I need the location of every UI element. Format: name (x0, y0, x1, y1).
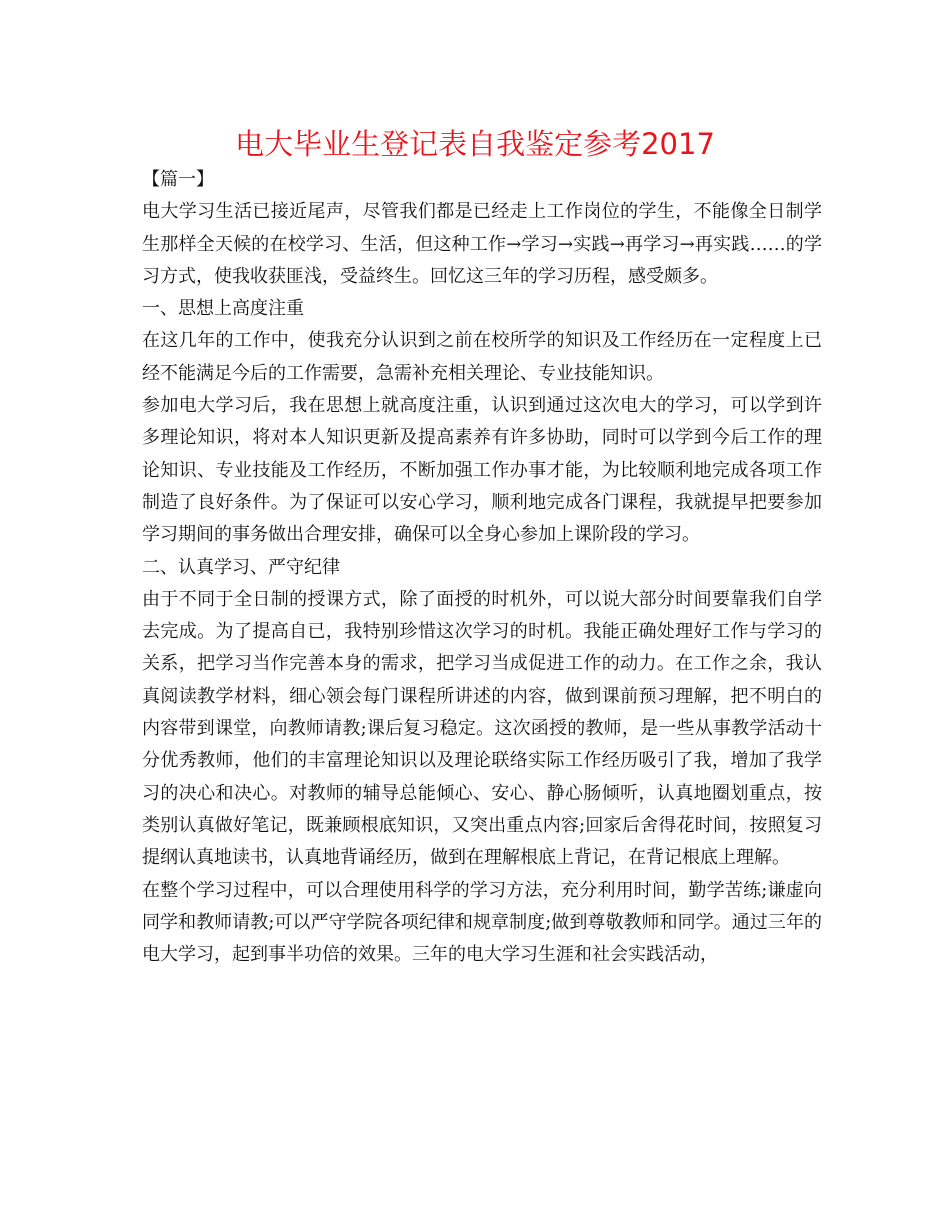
paragraph-study-1: 由于不同于全日制的授课方式，除了面授的时机外，可以说大部分时间要靠我们自学去完成。为了提高自已，我特别珍惜这次学习的时机。我能正确处理好工作与学习的关系，把学习当作完善本身的需求，把学习当成促进工作的动力。在工作之余，我认真阅读教学材料，细心领会每门课程所讲述的内容，做到课前预习理解，把不明白的内容带到课堂，向教师请教;课后复习稳定。这次函授的教师，是一些从事教学活动十分优秀教师，他们的丰富理论知识以及理论联络实际工作经历吸引了我，增加了我学习的决心和决心。对教师的辅导总能倾心、安心、静心肠倾听，认真地圈划重点，按类别认真做好笔记，既兼顾根底知识，又突出重点内容;回家后舍得花时间，按照复习提纲认真地读书，认真地背诵经历，做到在理解根底上背记，在背记根底上理解。 (142, 588, 822, 869)
document-body (142, 164, 822, 971)
paragraph-intro: 电大学习生活已接近尾声，尽管我们都是已经走上工作岗位的学生，不能像全日制学生那样全天候的在校学习、生活，但这种工作→学习→实践→再学习→再实践……的学习方式，使我收获匪浅，受益终生。回忆这三年的学习历程，感受颇多。 (142, 201, 822, 287)
section-label: 【篇一】 (142, 169, 214, 190)
heading-ideology: 一、思想上高度注重 (142, 298, 304, 320)
document-title: 电大毕业生登记表自我鉴定参考2017 (235, 127, 715, 161)
paragraph-ideology-1: 在这几年的工作中，使我充分认识到之前在校所学的知识及工作经历在一定程度上已经不能满足今后的工作需要，急需补充相关理论、专业技能知识。 (142, 330, 822, 384)
paragraph-study-2: 在整个学习过程中，可以合理使用科学的学习方法，充分利用时间，勤学苦练;谦虚向同学和教师请教;可以严守学院各项纪律和规章制度;做到尊敬教师和同学。通过三年的电大学习，起到事半功倍的效果。三年的电大学习生涯和社会实践活动， (142, 879, 822, 966)
heading-study-discipline: 二、认真学习、严守纪律 (142, 556, 340, 578)
paragraph-ideology-2: 参加电大学习后，我在思想上就高度注重，认识到通过这次电大的学习，可以学到许多理论知识，将对本人知识更新及提高素养有许多协助，同时可以学到今后工作的理论知识、专业技能及工作经历，不断加强工作办事才能，为比较顺利地完成各项工作制造了良好条件。为了保证可以安心学习，顺利地完成各门课程，我就提早把要参加学习期间的事务做出合理安排，确保可以全身心参加上课阶段的学习。 (142, 395, 822, 546)
